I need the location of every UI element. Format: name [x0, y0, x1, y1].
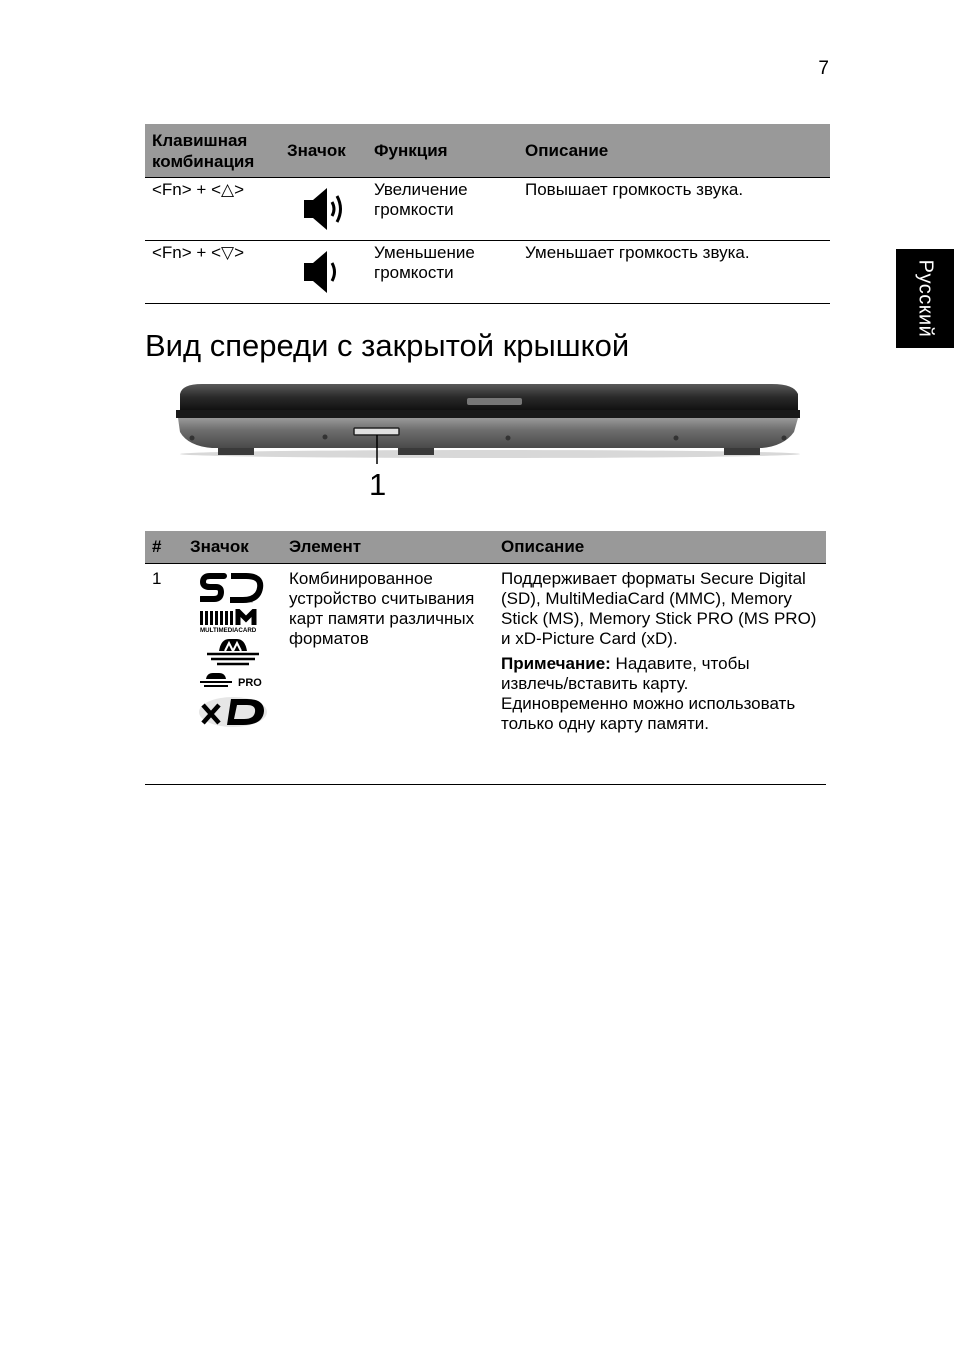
section-title: Вид спереди с закрытой крышкой [145, 328, 630, 363]
note-paragraph [501, 654, 819, 734]
svg-text:PRO: PRO [237, 677, 262, 689]
callout-number: 1 [369, 467, 387, 502]
sd-logo-icon [200, 571, 266, 605]
key-combo: <Fn> + <△> [145, 178, 280, 241]
language-tab [896, 249, 954, 348]
hotkeys-table [145, 124, 830, 304]
table-row [145, 241, 830, 304]
header-icon: Значок [183, 531, 282, 564]
element-description: Поддерживает форматы Secure Digital (SD), MultiMediaCard (MMC), Memory Stick (MS), Memory Stick PRO (MS PRO) и xD-Picture Card (xD). [501, 569, 817, 648]
multimediacard-logo-icon [198, 609, 268, 633]
header-element: Элемент [282, 531, 494, 564]
item-number: 1 [145, 564, 183, 785]
header-description: Описание [518, 124, 830, 178]
header-description: Описание [494, 531, 826, 564]
page-number: 7 [818, 58, 829, 79]
svg-text:™: ™ [247, 600, 253, 605]
table-row [145, 564, 826, 785]
header-function: Функция [367, 124, 518, 178]
header-icon: Значок [280, 124, 367, 178]
function-description: Повышает громкость звука. [518, 178, 830, 241]
hotkeys-header-row [145, 124, 830, 178]
speaker-volume-down-icon [299, 247, 349, 297]
svg-text:MULTIMEDIACARD: MULTIMEDIACARD [199, 627, 256, 633]
table-row [145, 178, 830, 241]
function-description: Уменьшает громкость звука. [518, 241, 830, 304]
xd-picture-card-logo-icon [197, 695, 269, 729]
laptop-front-view-illustration [172, 380, 812, 505]
function-name: Уменьшение громкости [367, 241, 518, 304]
memory-stick-pro-logo-icon [198, 671, 268, 691]
speaker-volume-up-icon [299, 184, 349, 234]
language-tab-label: Русский [914, 259, 937, 338]
function-name: Увеличение громкости [367, 178, 518, 241]
note-text: Надавите, чтобы извлечь/вставить карту. Единовременно можно использовать только одну карту памяти. [501, 654, 796, 733]
memory-stick-logo-icon [203, 637, 263, 667]
note-label: Примечание: [501, 654, 611, 673]
components-table [145, 531, 826, 785]
key-combo: <Fn> + <▽> [145, 241, 280, 304]
element-name: Комбинированное устройство считывания карт памяти различных форматов [282, 564, 494, 785]
components-header-row [145, 531, 826, 564]
header-number: # [145, 531, 183, 564]
header-key-combo: Клавишная комбинация [145, 124, 280, 178]
